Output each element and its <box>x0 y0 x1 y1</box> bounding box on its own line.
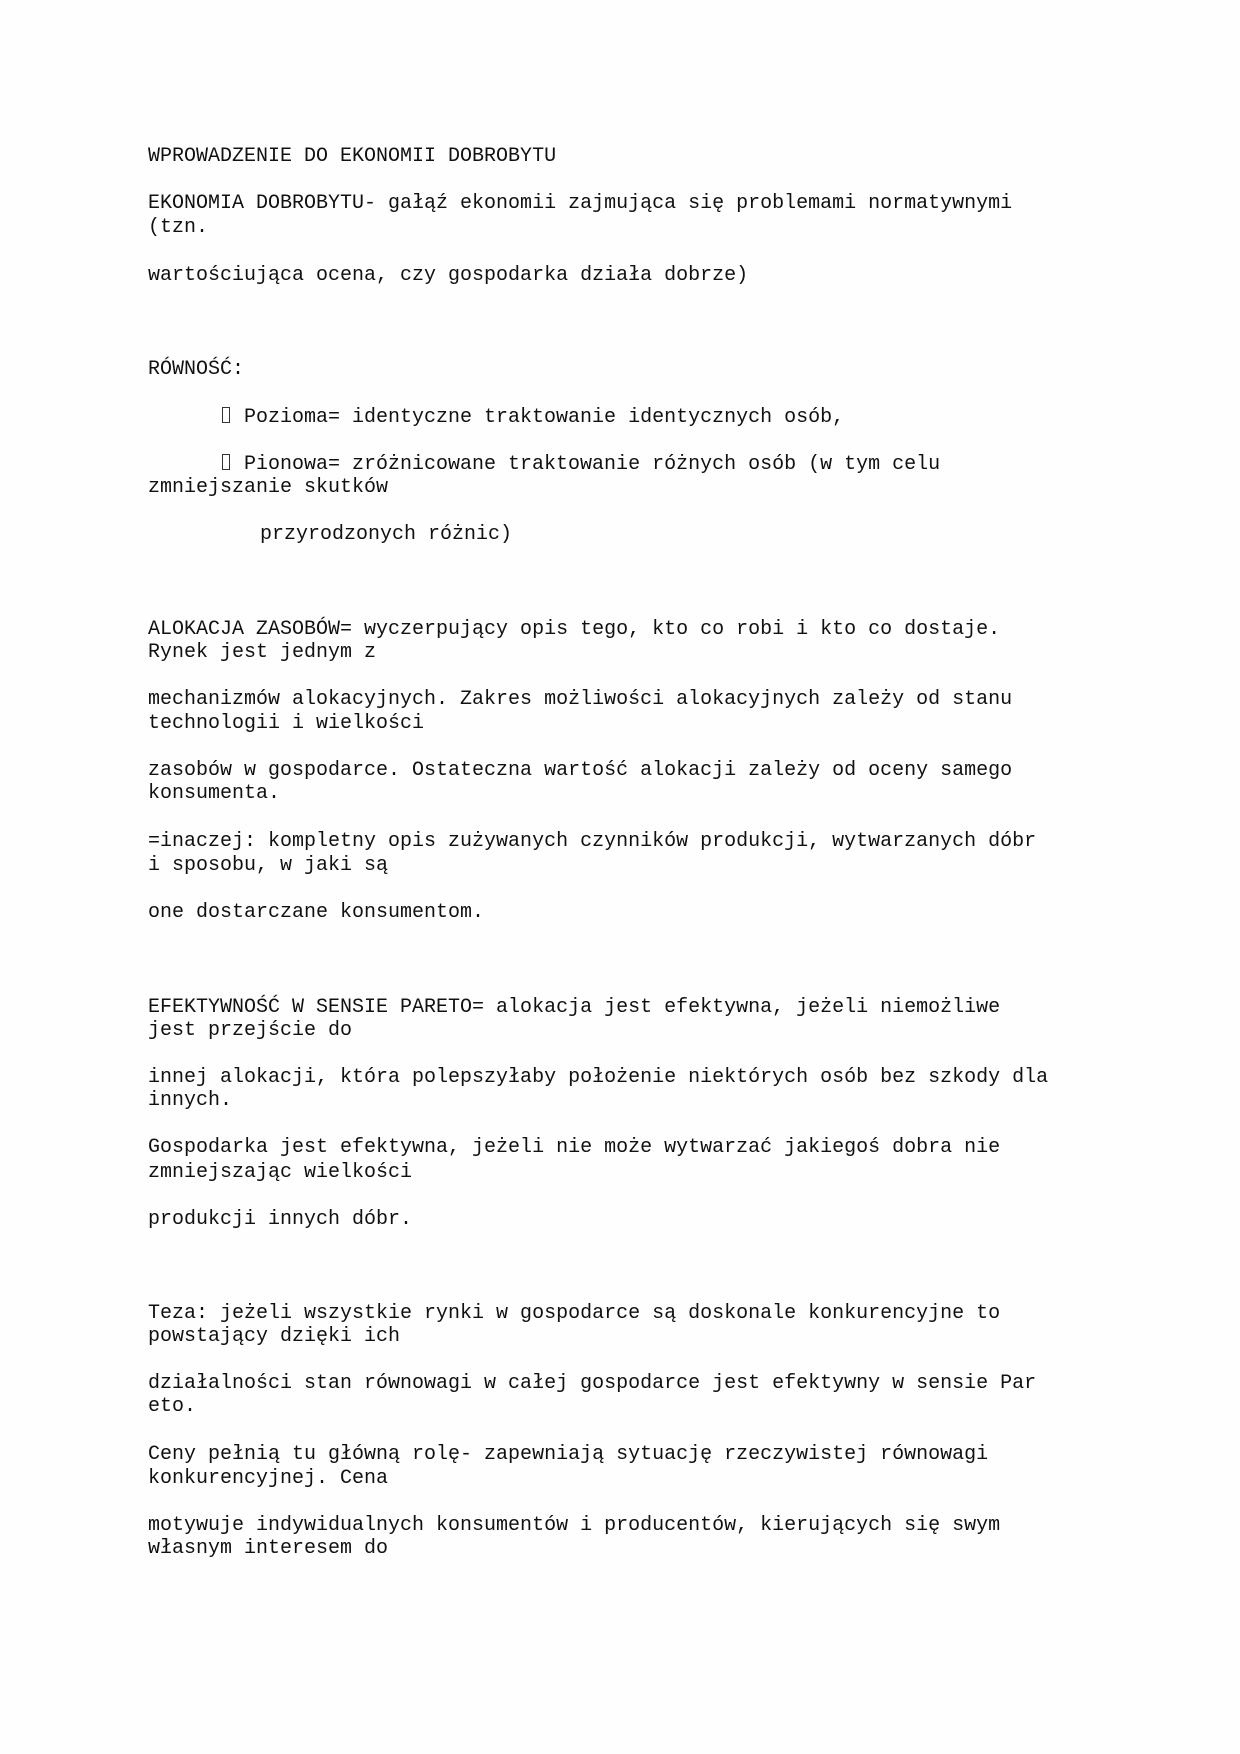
allocation-line: zasobów w gospodarce. Ostateczna wartość alokacji zależy od oceny samego <box>148 759 1013 782</box>
thesis-line: własnym interesem do <box>148 1537 389 1560</box>
pareto-line: innych. <box>148 1089 233 1112</box>
pareto-line: Gospodarka jest efektywna, jeżeli nie może wytwarzać jakiegoś dobra nie <box>148 1136 1001 1159</box>
definition-line-3: wartościująca ocena, czy gospodarka działa dobrze) <box>148 264 749 287</box>
bullet-text: Pozioma= identyczne traktowanie identycznych osób, <box>244 406 845 429</box>
document-title: WPROWADZENIE DO EKONOMII DOBROBYTU <box>148 145 557 168</box>
equality-heading: RÓWNOŚĆ: <box>148 358 245 381</box>
bullet-text: Pionowa= zróżnicowane traktowanie różnych osób (w tym celu <box>244 453 941 476</box>
equality-bullet-horizontal <box>222 406 844 430</box>
pareto-line: innej alokacji, która polepszyłaby położenie niektórych osób bez szkody dla <box>148 1066 1049 1089</box>
thesis-line: konkurencyjnej. Cena <box>148 1467 389 1490</box>
thesis-line: Teza: jeżeli wszystkie rynki w gospodarce są doskonale konkurencyjne to <box>148 1302 1001 1325</box>
bullet-icon <box>222 454 230 470</box>
allocation-line: i sposobu, w jaki są <box>148 854 389 877</box>
allocation-line: Rynek jest jednym z <box>148 641 377 664</box>
pareto-line: EFEKTYWNOŚĆ W SENSIE PARETO= alokacja jest efektywna, jeżeli niemożliwe <box>148 996 1001 1019</box>
bullet-icon <box>222 407 230 423</box>
thesis-line: eto. <box>148 1395 197 1418</box>
pareto-line: jest przejście do <box>148 1019 353 1042</box>
thesis-line: działalności stan równowagi w całej gospodarce jest efektywny w sensie Par <box>148 1372 1037 1395</box>
equality-bullet-vertical-cont2: przyrodzonych różnic) <box>260 523 513 546</box>
thesis-line: powstający dzięki ich <box>148 1325 401 1348</box>
thesis-line: Ceny pełnią tu główną rolę- zapewniają sytuację rzeczywistej równowagi <box>148 1443 989 1466</box>
equality-bullet-vertical-cont: zmniejszanie skutków <box>148 476 389 499</box>
allocation-line: konsumenta. <box>148 782 281 805</box>
definition-line-1: EKONOMIA DOBROBYTU- gałąź ekonomii zajmująca się problemami normatywnymi <box>148 192 1013 215</box>
pareto-line: zmniejszając wielkości <box>148 1161 413 1184</box>
thesis-line: motywuje indywidualnych konsumentów i producentów, kierujących się swym <box>148 1514 1001 1537</box>
definition-line-2: (tzn. <box>148 216 209 239</box>
allocation-line: =inaczej: kompletny opis zużywanych czynników produkcji, wytwarzanych dóbr <box>148 830 1037 853</box>
equality-bullet-vertical <box>222 453 940 477</box>
allocation-line: ALOKACJA ZASOBÓW= wyczerpujący opis tego, kto co robi i kto co dostaje. <box>148 618 1001 641</box>
pareto-line: produkcji innych dóbr. <box>148 1208 413 1231</box>
allocation-line: technologii i wielkości <box>148 712 425 735</box>
allocation-line: mechanizmów alokacyjnych. Zakres możliwości alokacyjnych zależy od stanu <box>148 688 1013 711</box>
allocation-line: one dostarczane konsumentom. <box>148 901 485 924</box>
